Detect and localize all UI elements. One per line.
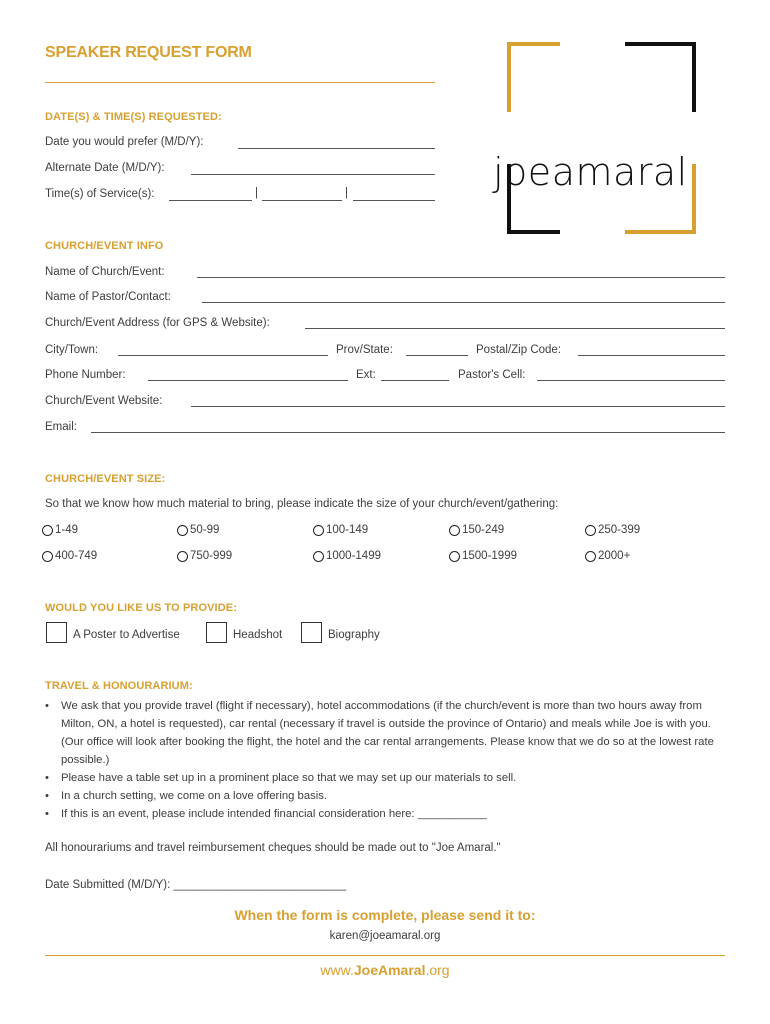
size-radio-400-749[interactable]: 400-749	[42, 550, 97, 562]
radio-circle-icon	[313, 525, 324, 536]
provide-section-heading: WOULD YOU LIKE US TO PROVIDE:	[45, 602, 237, 614]
radio-circle-icon	[42, 551, 53, 562]
size-radio-1-49[interactable]: 1-49	[42, 524, 78, 536]
radio-circle-icon	[585, 551, 596, 562]
list-item: • In a church setting, we come on a love offering basis.	[45, 787, 730, 805]
logo-frame-icon	[505, 40, 697, 236]
city-label: City/Town:	[45, 344, 99, 356]
size-radio-1000-1499[interactable]: 1000-1499	[313, 550, 381, 562]
website-link[interactable]: www.JoeAmaral.org	[320, 962, 450, 978]
title-divider	[45, 82, 435, 83]
church-section-heading: CHURCH/EVENT INFO	[45, 240, 164, 252]
prov-label: Prov/State:	[336, 344, 393, 356]
postal-field[interactable]	[578, 355, 725, 356]
time-field-1[interactable]	[169, 200, 252, 201]
website-field[interactable]	[191, 406, 725, 407]
church-name-field[interactable]	[197, 277, 725, 278]
radio-circle-icon	[449, 525, 460, 536]
list-item: • Please have a table set up in a prominent place so that we may set up our materials to sell.	[45, 769, 730, 787]
time-field-2[interactable]	[262, 200, 342, 201]
alternate-date-label: Alternate Date (M/D/Y):	[45, 162, 165, 174]
send-heading: When the form is complete, please send it to:	[234, 907, 536, 923]
radio-circle-icon	[42, 525, 53, 536]
checkbox-icon	[206, 622, 227, 643]
headshot-checkbox[interactable]: Headshot	[206, 622, 282, 643]
date-prefer-field[interactable]	[238, 148, 435, 149]
checkbox-icon	[301, 622, 322, 643]
ext-label: Ext:	[356, 369, 376, 381]
radio-circle-icon	[177, 551, 188, 562]
address-label: Church/Event Address (for GPS & Website):	[45, 317, 270, 329]
pastor-cell-label: Pastor's Cell:	[458, 369, 526, 381]
address-field[interactable]	[305, 328, 725, 329]
logo-wordmark: joeamaral	[493, 150, 688, 194]
size-section-heading: CHURCH/EVENT SIZE:	[45, 473, 166, 485]
radio-circle-icon	[177, 525, 188, 536]
church-name-label: Name of Church/Event:	[45, 266, 165, 278]
travel-section-heading: TRAVEL & HONOURARIUM:	[45, 680, 193, 692]
size-intro-text: So that we know how much material to bring, please indicate the size of your church/event/gathering:	[45, 498, 559, 510]
pastor-label: Name of Pastor/Contact:	[45, 291, 171, 303]
joe-amaral-logo	[493, 40, 697, 236]
travel-list	[45, 697, 730, 823]
prov-field[interactable]	[406, 355, 468, 356]
size-radio-2000-plus[interactable]: 2000+	[585, 550, 630, 562]
list-item: • We ask that you provide travel (flight if necessary), hotel accommodations (if the church/event is more than two hours away from Milton, ON, a hotel is requested), car rental (necessary if travel is outside the province of Ontario) and meals while Joe is with you. (Our office will look after booking the flight, the hotel and the car rental arrangements. Please know that we do so at the lowest rate possible.)	[45, 697, 730, 769]
radio-circle-icon	[585, 525, 596, 536]
checkbox-icon	[46, 622, 67, 643]
form-title: SPEAKER REQUEST FORM	[45, 44, 252, 61]
footer-divider	[45, 955, 725, 956]
size-radio-150-249[interactable]: 150-249	[449, 524, 504, 536]
radio-circle-icon	[313, 551, 324, 562]
city-field[interactable]	[118, 355, 328, 356]
times-label: Time(s) of Service(s):	[45, 188, 155, 200]
poster-checkbox[interactable]: A Poster to Advertise	[46, 622, 180, 643]
list-item: • If this is an event, please include intended financial consideration here: ___________	[45, 805, 730, 823]
times-separator: |	[345, 187, 348, 199]
times-separator: |	[255, 187, 258, 199]
send-email: karen@joeamaral.org	[329, 930, 441, 942]
size-radio-750-999[interactable]: 750-999	[177, 550, 232, 562]
website-label: Church/Event Website:	[45, 395, 163, 407]
size-radio-250-399[interactable]: 250-399	[585, 524, 640, 536]
dates-section-heading: DATE(S) & TIME(S) REQUESTED:	[45, 111, 222, 123]
date-submitted-field[interactable]: Date Submitted (M/D/Y): ___________________________	[45, 879, 347, 891]
cheques-note: All honourariums and travel reimbursement cheques should be made out to "Joe Amaral."	[45, 842, 501, 854]
pastor-field[interactable]	[202, 302, 725, 303]
date-prefer-label: Date you would prefer (M/D/Y):	[45, 136, 204, 148]
size-radio-1500-1999[interactable]: 1500-1999	[449, 550, 517, 562]
ext-field[interactable]	[381, 380, 449, 381]
size-radio-100-149[interactable]: 100-149	[313, 524, 368, 536]
postal-label: Postal/Zip Code:	[476, 344, 562, 356]
email-field[interactable]	[91, 432, 725, 433]
email-label: Email:	[45, 421, 77, 433]
phone-label: Phone Number:	[45, 369, 126, 381]
time-field-3[interactable]	[353, 200, 435, 201]
biography-checkbox[interactable]: Biography	[301, 622, 380, 643]
phone-field[interactable]	[148, 380, 348, 381]
radio-circle-icon	[449, 551, 460, 562]
alternate-date-field[interactable]	[191, 174, 435, 175]
pastor-cell-field[interactable]	[537, 380, 725, 381]
size-radio-50-99[interactable]: 50-99	[177, 524, 219, 536]
